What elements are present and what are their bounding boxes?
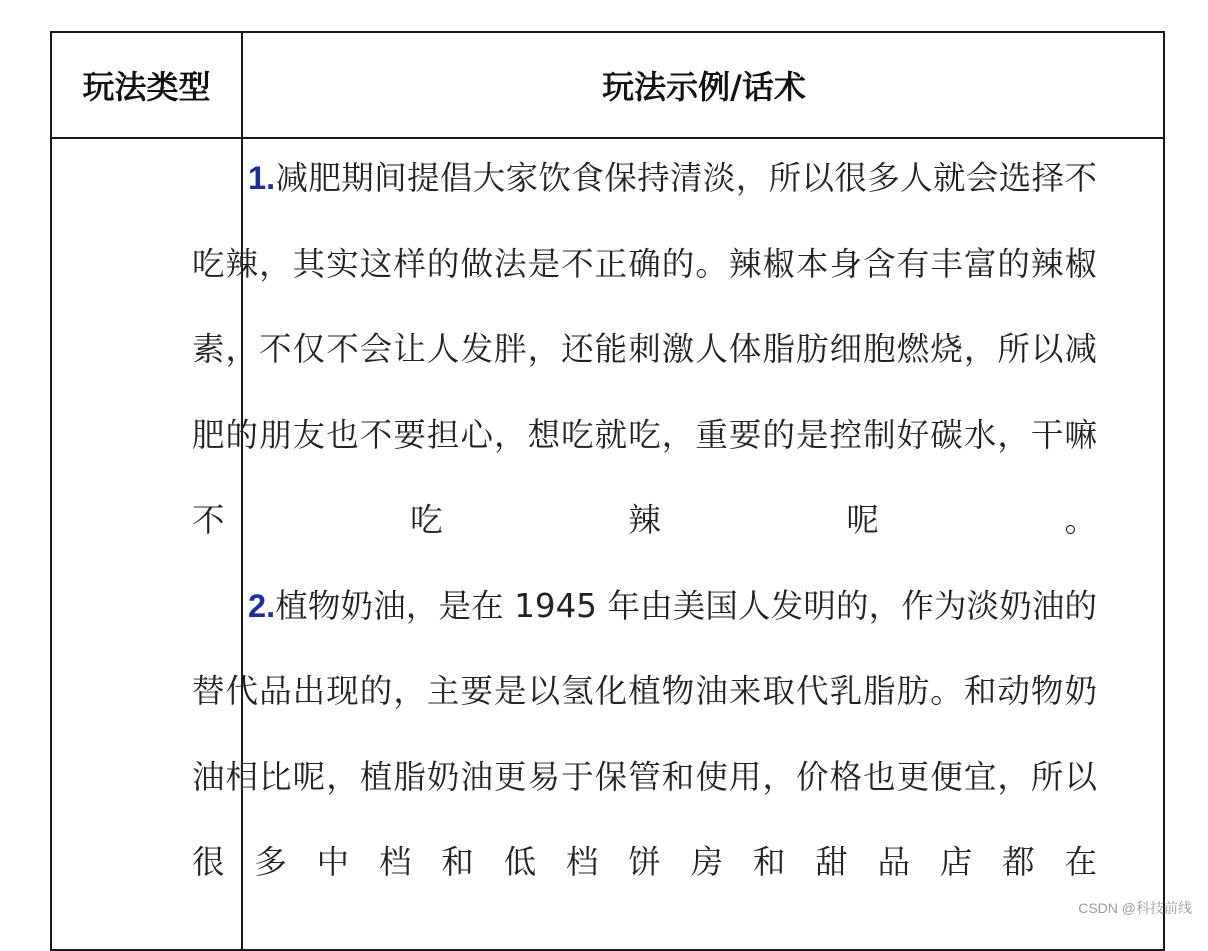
paragraph-number: 1.: [248, 160, 276, 196]
paragraph-text: 植物奶油，是在 1945 年由美国人发明的，作为淡奶油的替代品出现的，主要是以氢化植物油来取代乳脂肪。和动物奶油相比呢，植脂奶油更易于保管和使用，价格也更便宜，所以很多中档和低档饼房和甜品店都在: [192, 586, 1097, 881]
watermark: CSDN @科技前线: [1078, 900, 1192, 916]
play-example-cell: [192, 136, 1097, 906]
paragraph-text: 减肥期间提倡大家饮食保持清淡，所以很多人就会选择不吃辣，其实这样的做法是不正确的。辣椒本身含有丰富的辣椒素，不仅不会让人发胖，还能刺激人体脂肪细胞燃烧，所以减肥的朋友也不要担心，想吃就吃，重要的是控制好碳水，干嘛不吃辣呢。: [192, 159, 1097, 539]
header-play-type: 玩法类型: [82, 68, 211, 106]
paragraph-number: 2.: [248, 587, 276, 624]
example-paragraph-1: [192, 136, 1097, 564]
header-play-example: 玩法示例/话术: [602, 68, 806, 106]
example-paragraph-2: [192, 564, 1097, 906]
